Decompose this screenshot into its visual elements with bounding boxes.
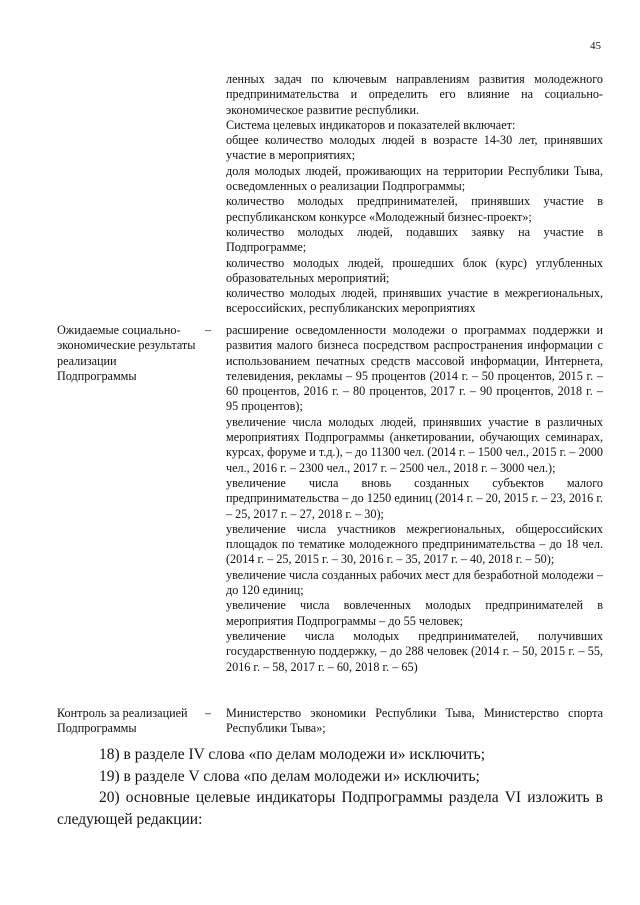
list-item: расширение осведомленности молодежи о программах поддержки и развития малого бизнеса посредством распространения информации с использованием печатных средств массовой информации, Интернета, телевидения, рекламы – 95 процентов (2014 г. – 50 процентов, 2015 г. – 60 процентов, 2016 г. – 80 процентов, 2017 г. – 90 процентов, 2018 г. – 95 процентов); — [226, 323, 603, 414]
text-line: количество молодых людей, принявших участие в межрегиональных, всероссийских, республиканских мероприятиях — [226, 286, 603, 316]
expected-results-label: Ожидаемые социально-экономические результаты реализации Подпрограммы — [57, 323, 196, 383]
paragraph: 19) в разделе V слова «по делам молодежи и» исключить; — [99, 767, 480, 785]
paragraph: 20) основные целевые индикаторы Подпрограммы раздела VI изложить в следующей редакции: — [57, 789, 603, 828]
row-dash: – — [205, 706, 212, 720]
text-line: количество молодых предпринимателей, принявших участие в республиканском конкурсе «Молодежный бизнес-проект»; — [226, 194, 603, 224]
text-line: доля молодых людей, проживающих на территории Республики Тыва, осведомленных о реализации Подпрограммы; — [226, 163, 603, 194]
control-value — [226, 706, 603, 737]
list-item: увеличение числа молодых предпринимателей, получивших государственную поддержку, – до 288 человек (2014 г. – 50, 2015 г. – 55, 2016 г. – 58, 2017 г. – 60, 2018 г. – 65) — [226, 628, 603, 674]
list-item: увеличение числа участников межрегиональных, общероссийских площадок по тематике молодежного предпринимательства – до 18 чел. (2014 г. – 25, 2015 г. – 30, 2016 г. – 35, 2017 г. – 40, 2018 г. – 50); — [226, 521, 603, 567]
control-label: Контроль за реализацией Подпрограммы — [57, 706, 188, 736]
row-dash: – — [205, 323, 212, 337]
text-line: общее количество молодых людей в возрасте 14-30 лет, принявших участие в мероприятиях; — [226, 133, 603, 163]
control-text: Министерство экономики Республики Тыва, Министерство спорта Республики Тыва»; — [226, 706, 603, 736]
text-line: количество молодых людей, подавших заявку на участие в Подпрограмме; — [226, 224, 603, 255]
list-item: увеличение числа молодых людей, принявших участие в различных мероприятиях Подпрограммы (анкетировании, обучающих семинарах, курсах, форуме и т.д.), – до 11300 чел. (2014 г. – 1500 чел., 2015 г. – 2000 чел., 2016 г. – 2300 чел., 2017 г. – 2500 чел., 2018 г. – 3000 чел.); — [226, 414, 603, 475]
list-item: увеличение числа вновь созданных субъектов малого предпринимательства – до 1250 единиц (2014 г. – 20, 2015 г. – 23, 2016 г. – 25, 2017 г. – 27, 2018 г. – 30); — [226, 475, 603, 521]
text-line: Система целевых индикаторов и показателей включает: — [226, 117, 516, 132]
list-item: увеличение числа вовлеченных молодых предпринимателей в мероприятия Подпрограммы – до 55 человек; — [226, 598, 603, 628]
page-number: 45 — [590, 40, 601, 52]
paragraph: 18) в разделе IV слова «по делам молодежи и» исключить; — [99, 746, 486, 763]
expected-results-list — [226, 323, 603, 675]
text-line: количество молодых людей, прошедших блок (курс) углубленных образовательных мероприятий; — [226, 255, 603, 285]
indicators-continuation — [226, 72, 603, 317]
text-line: ленных задач по ключевым направлениям развития молодежного предпринимательства и определить его влияние на социально-экономическое развитие республики. — [226, 72, 603, 117]
body-paragraphs — [57, 744, 603, 830]
list-item: увеличение числа созданных рабочих мест для безработной молодежи – до 120 единиц; — [226, 567, 603, 598]
